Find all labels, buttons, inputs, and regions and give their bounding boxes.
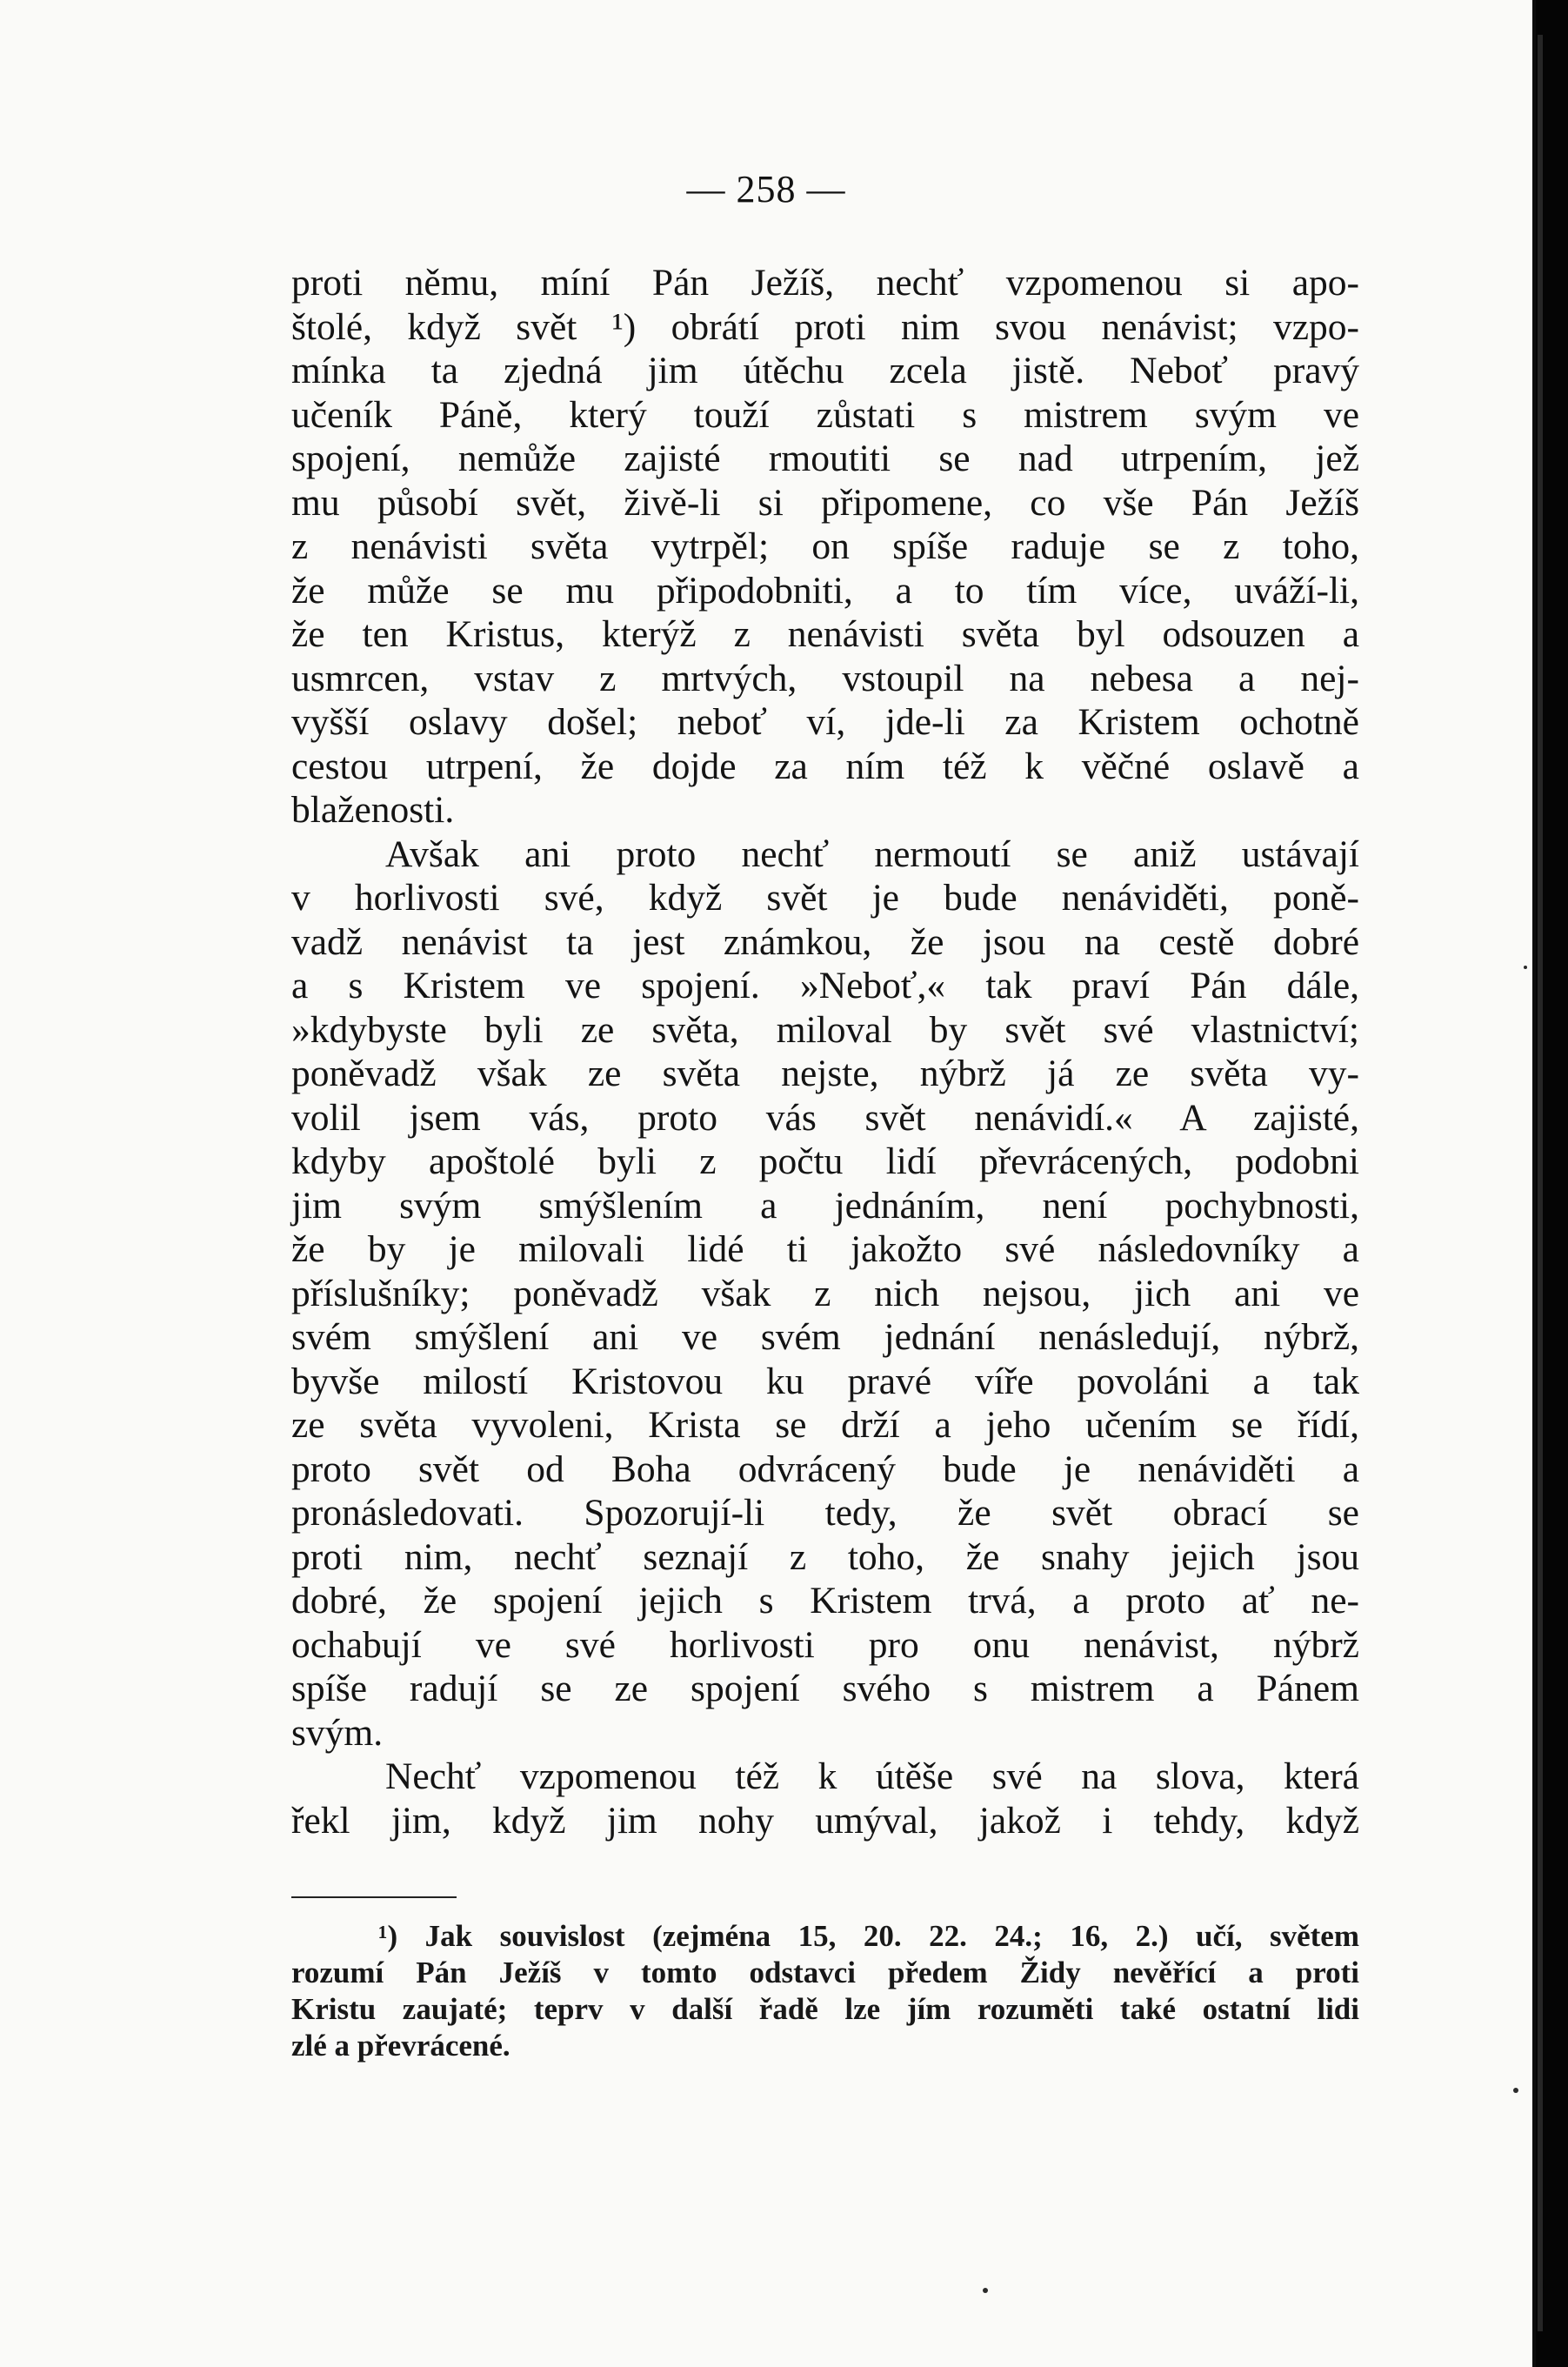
text-line: pronásledovati. Spozorují-li tedy, že svět obrací se [291,1492,1359,1534]
text-line: vadž nenávist ta jest známkou, že jsou na cestě dobré [291,920,1359,963]
text-line: poněvadž však ze světa nejste, nýbrž já ze světa vy- [291,1053,1359,1094]
footnote-line: rozumí Pán Ježíš v tomto odstavci předem Židy nevěřící a proti [291,1956,1359,1989]
text-line: svým. [291,1711,384,1754]
footnote-line: ¹) Jak souvislost (zejména 15, 20. 22. 24.; 16, 2.) učí, světem [378,1919,1359,1953]
paragraph-start-line: Nechť vzpomenou též k útěše své na slova, která [385,1755,1359,1797]
text-line: byvše milostí Kristovou ku pravé víře povoláni a tak [291,1360,1359,1402]
text-line: kdyby apoštolé byli z počtu lidí převrácených, podobni [291,1140,1359,1182]
text-line: spojení, nemůže zajisté rmoutiti se nad utrpením, jež [291,438,1359,479]
scan-speck [983,2288,988,2293]
text-line: cestou utrpení, že dojde za ním též k věčné oslavě a [291,745,1359,787]
text-line: usmrcen, vstav z mrtvých, vstoupil na nebesa a nej- [291,657,1359,699]
footnote-line: Kristu zaujaté; teprv v další řadě lze jím rozuměti také ostatní lidi [291,1992,1359,2026]
text-line: proto svět od Boha odvrácený bude je nenáviděti a [291,1448,1359,1490]
text-line: dobré, že spojení jejich s Kristem trvá, a proto ať ne- [291,1580,1359,1621]
text-line: že může se mu připodobniti, a to tím více, uváží-li, [291,569,1359,612]
text-line: že by je milovali lidé ti jakožto své následovníky a [291,1228,1359,1270]
text-line: jim svým smýšlením a jednáním, není pochybnosti, [291,1184,1359,1227]
body-text [291,261,1359,1842]
scan-speck [1524,966,1527,969]
text-line: učeník Páně, který touží zůstati s mistrem svým ve [291,393,1359,436]
text-line: volil jsem vás, proto vás svět nenávidí.« A zajisté, [291,1096,1359,1139]
page-edge-strip [1538,35,1543,2331]
text-line: řekl jim, když jim nohy umýval, jakož i tehdy, když [291,1799,1359,1842]
text-line: štolé, když svět ¹) obrátí proti nim svou nenávist; vzpo- [291,305,1359,348]
text-line: ze světa vyvoleni, Krista se drží a jeho učením se řídí, [291,1404,1359,1446]
text-line: mínka ta zjedná jim útěchu zcela jistě. Neboť pravý [291,350,1359,391]
text-line: z nenávisti světa vytrpěl; on spíše raduje se z toho, [291,525,1359,567]
text-line: spíše radují se ze spojení svého s mistrem a Pánem [291,1668,1359,1709]
text-line: »kdybyste byli ze světa, miloval by svět své vlastnictví; [291,1008,1359,1051]
footnote-line: zlé a převrácené. [291,2029,510,2063]
scan-speck [1513,2088,1518,2093]
text-line: v horlivosti své, když svět je bude nenáviděti, poně- [291,877,1359,919]
text-line: a s Kristem ve spojení. »Neboť,« tak praví Pán dále, [291,965,1359,1006]
text-line: mu působí svět, živě-li si připomene, co vše Pán Ježíš [291,481,1359,524]
text-line: proti němu, míní Pán Ježíš, nechť vzpomenou si apo- [291,262,1359,304]
text-line: ochabují ve své horlivosti pro onu nenávist, nýbrž [291,1623,1359,1666]
text-line: svém smýšlení ani ve svém jednání nenásledují, nýbrž, [291,1316,1359,1358]
footnote-divider [291,1896,457,1898]
text-line: proti nim, nechť seznají z toho, že snahy jejich jsou [291,1535,1359,1578]
footnote [291,1918,1359,2064]
text-line: příslušníky; poněvadž však z nich nejsou, jich ani ve [291,1272,1359,1314]
text-line: blaženosti. [291,789,455,831]
text-line: že ten Kristus, kterýž z nenávisti světa byl odsouzen a [291,613,1359,655]
page-number: — 258 — [686,168,846,211]
text-line: vyšší oslavy došel; neboť ví, jde-li za Kristem ochotně [291,701,1359,743]
paragraph-start-line: Avšak ani proto nechť nermoutí se aniž ustávají [385,832,1359,875]
